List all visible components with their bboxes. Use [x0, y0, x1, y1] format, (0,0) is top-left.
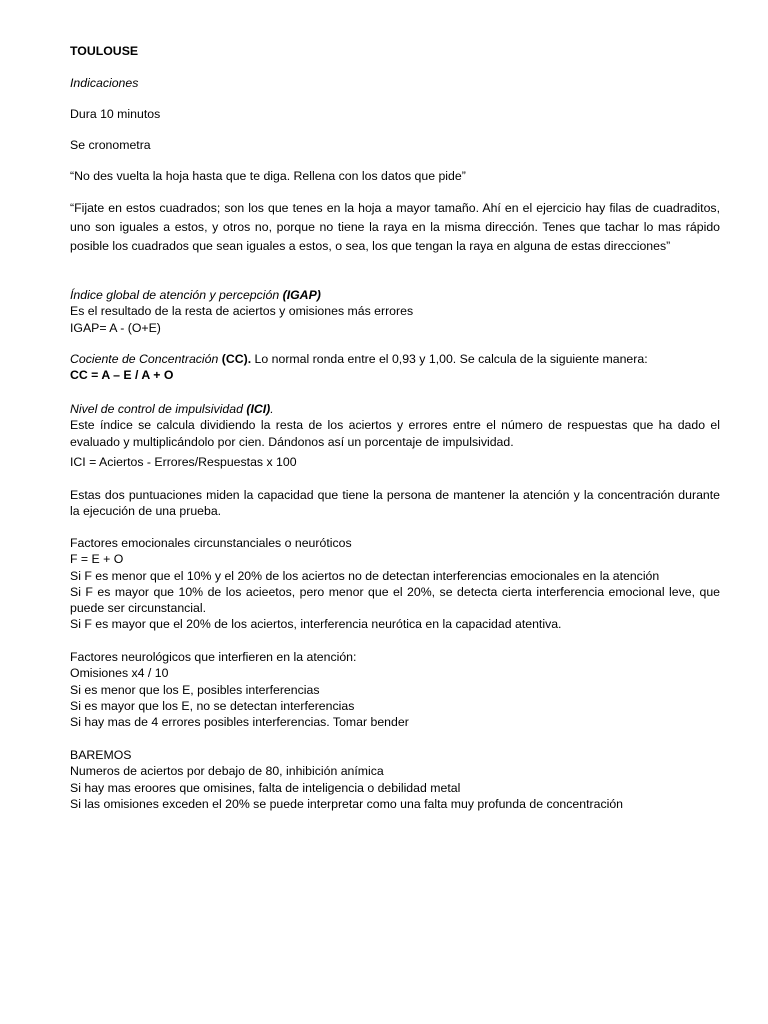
emotional-factors-formula: F = E + O [70, 552, 124, 567]
emotional-factors-rule-3: Si F es mayor que el 20% de los aciertos, interferencia neurótica en la capacidad atentiva. [70, 617, 562, 632]
cc-formula: CC = A – E / A + O [70, 368, 174, 383]
neurological-factors-rule-1: Si es menor que los E, posibles interferencias [70, 682, 320, 697]
timing-text: Se cronometra [70, 138, 151, 152]
indicaciones-heading: Indicaciones [70, 76, 139, 90]
baremos-rule-1: Numeros de aciertos por debajo de 80, inhibición anímica [70, 764, 384, 779]
attention-paragraph: Estas dos puntuaciones miden la capacidad que tiene la persona de mantener la atención y la concentración durante la ejecución de una prueba. [70, 488, 720, 519]
neurological-factors-rule-2: Si es mayor que los E, no se detectan interferencias [70, 698, 355, 713]
igap-heading: Índice global de atención y percepción (IGAP) [70, 288, 321, 302]
igap-section [70, 287, 720, 336]
igap-description: Es el resultado de la resta de aciertos y omisiones más errores [70, 304, 414, 319]
baremos-rule-2: Si hay mas eroores que omisines, falta de inteligencia o debilidad metal [70, 780, 461, 795]
baremos-section [70, 747, 720, 812]
ici-description: Este índice se calcula dividiendo la resta de los aciertos y errores entre el número de respuestas que ha dado el evaluado y multiplicándolo por cien. Dándonos así un porcentaje de impulsividad. [70, 418, 720, 449]
baremos-rule-3: Si las omisiones exceden el 20% se puede interpretar como una falta muy profunda de concentración [70, 796, 624, 811]
baremos-heading: BAREMOS [70, 748, 132, 762]
emotional-factors-heading: Factores emocionales circunstanciales o neuróticos [70, 536, 352, 550]
neurological-factors-heading: Factores neurológicos que interfieren en la atención: [70, 650, 357, 664]
emotional-factors-rule-2: Si F es mayor que 10% de los acieetos, pero menor que el 20%, se detecta cierta interferencia emocional leve, que puede ser circunstancial. [70, 584, 720, 616]
neurological-factors-rule-3: Si hay mas de 4 errores posibles interferencias. Tomar bender [70, 715, 409, 730]
igap-formula: IGAP= A - (O+E) [70, 320, 161, 335]
neurological-factors-section [70, 649, 720, 730]
emotional-factors-section [70, 535, 720, 633]
emotional-factors-rule-1: Si F es menor que el 10% y el 20% de los aciertos no de detectan interferencias emocionales en la atención [70, 568, 660, 583]
document-title: TOULOUSE [70, 44, 139, 58]
ici-formula: ICI = Aciertos - Errores/Respuestas x 100 [70, 454, 297, 469]
cc-section [70, 351, 720, 384]
cc-heading: Cociente de Concentración (CC). Lo normal ronda entre el 0,93 y 1,00. Se calcula de la siguiente manera: [70, 352, 648, 366]
instruction-quote: “No des vuelta la hoja hasta que te diga. Rellena con los datos que pide” [70, 169, 466, 183]
duration-text: Dura 10 minutos [70, 107, 161, 121]
explanation-quote: “Fijate en estos cuadrados; son los que tenes en la hoja a mayor tamaño. Ahí en el ejercicio hay filas de cuadraditos, uno son iguales a estos, y otros no, porque no tiene la raya en la misma dirección. Tenes que tachar lo mas rápido posible los cuadrados que sean iguales a estos, o sea, los que tengan la raya en alguna de estas direcciones” [70, 201, 720, 253]
ici-heading: Nivel de control de impulsividad (ICI). [70, 402, 274, 416]
ici-section [70, 401, 720, 470]
neurological-factors-formula: Omisiones x4 / 10 [70, 666, 169, 681]
